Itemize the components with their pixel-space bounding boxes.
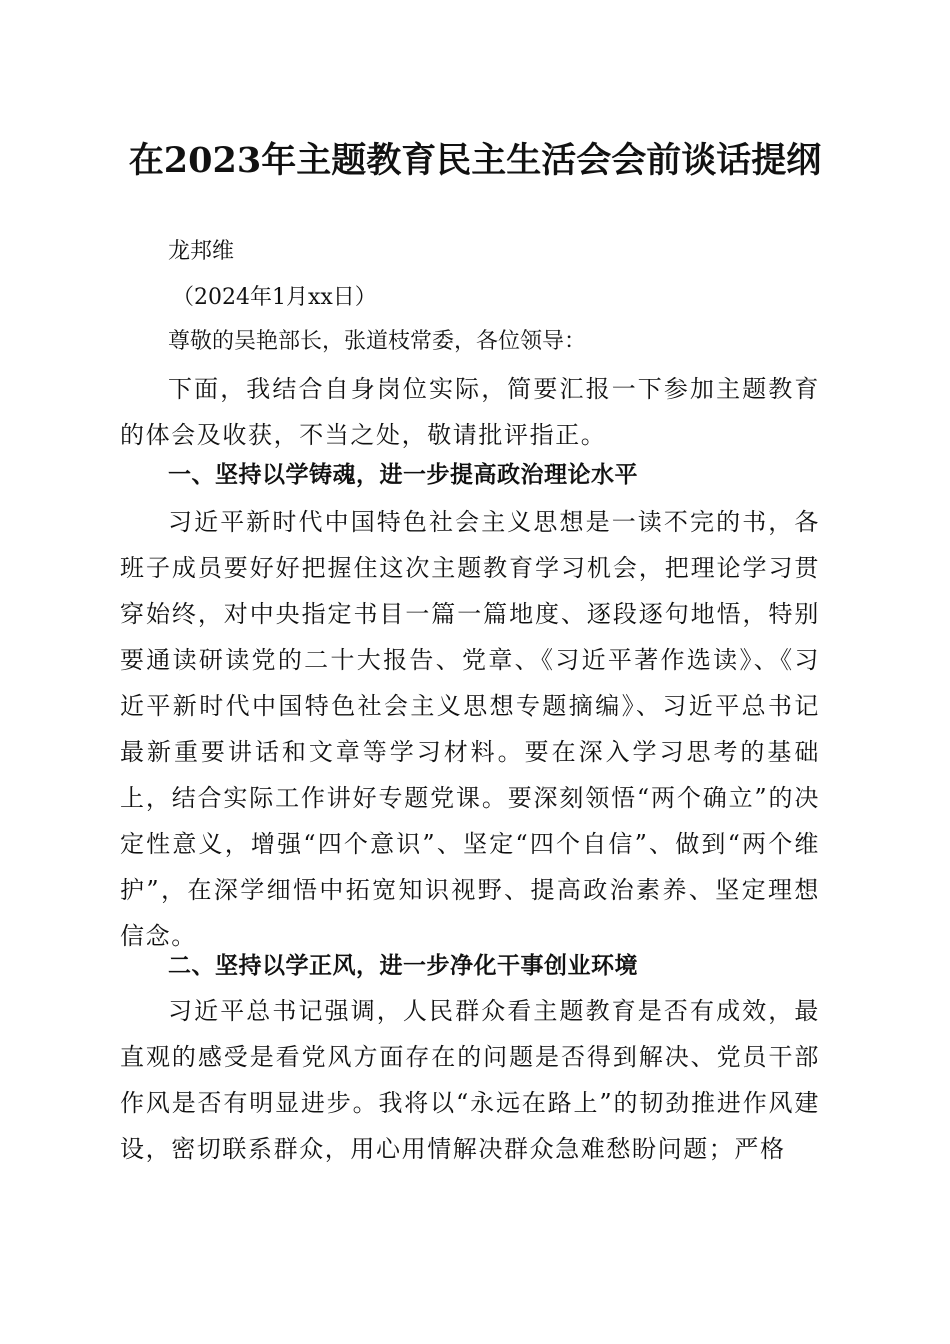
document-title: 在2023年主题教育民主生活会会前谈话提纲	[128, 140, 822, 181]
greeting-line: 尊敬的吴艳部长，张道枝常委，各位领导：	[168, 329, 587, 354]
section-heading-1: 一、坚持以学铸魂，进一步提高政治理论水平	[168, 462, 638, 488]
section-heading-2: 二、坚持以学正风，进一步净化干事创业环境	[168, 953, 638, 979]
section-body-1: 习近平新时代中国特色社会主义思想是一读不完的书，各班子成员要好好把握住这次主题教育学习机会，把理论学习贯穿始终，对中央指定书目一篇一篇地度、逐段逐句地悟，特别要通读研读党的二十大报告、党章、《习近平著作选读》、《习近平新时代中国特色社会主义思想专题摘编》、习近平总书记最新重要讲话和文章等学习材料。要在深入学习思考的基础上，结合实际工作讲好专题党课。要深刻领悟“两个确立”的决定性意义，增强“四个意识”、坚定“四个自信”、做到“两个维护”，在深学细悟中拓宽知识视野、提高政治素养、坚定理想信念。	[120, 508, 820, 950]
author-name: 龙邦维	[168, 239, 235, 264]
document-date: （2024年1月xx日）	[172, 285, 377, 310]
section-body-2: 习近平总书记强调，人民群众看主题教育是否有成效，最直观的感受是看党风方面存在的问题是否得到解决、党员干部作风是否有明显进步。我将以“永远在路上”的韧劲推进作风建设，密切联系群众，用心用情解决群众急难愁盼问题；严格	[120, 997, 820, 1163]
intro-paragraph: 下面，我结合自身岗位实际，简要汇报一下参加主题教育的体会及收获，不当之处，敬请批评指正。	[120, 375, 820, 449]
